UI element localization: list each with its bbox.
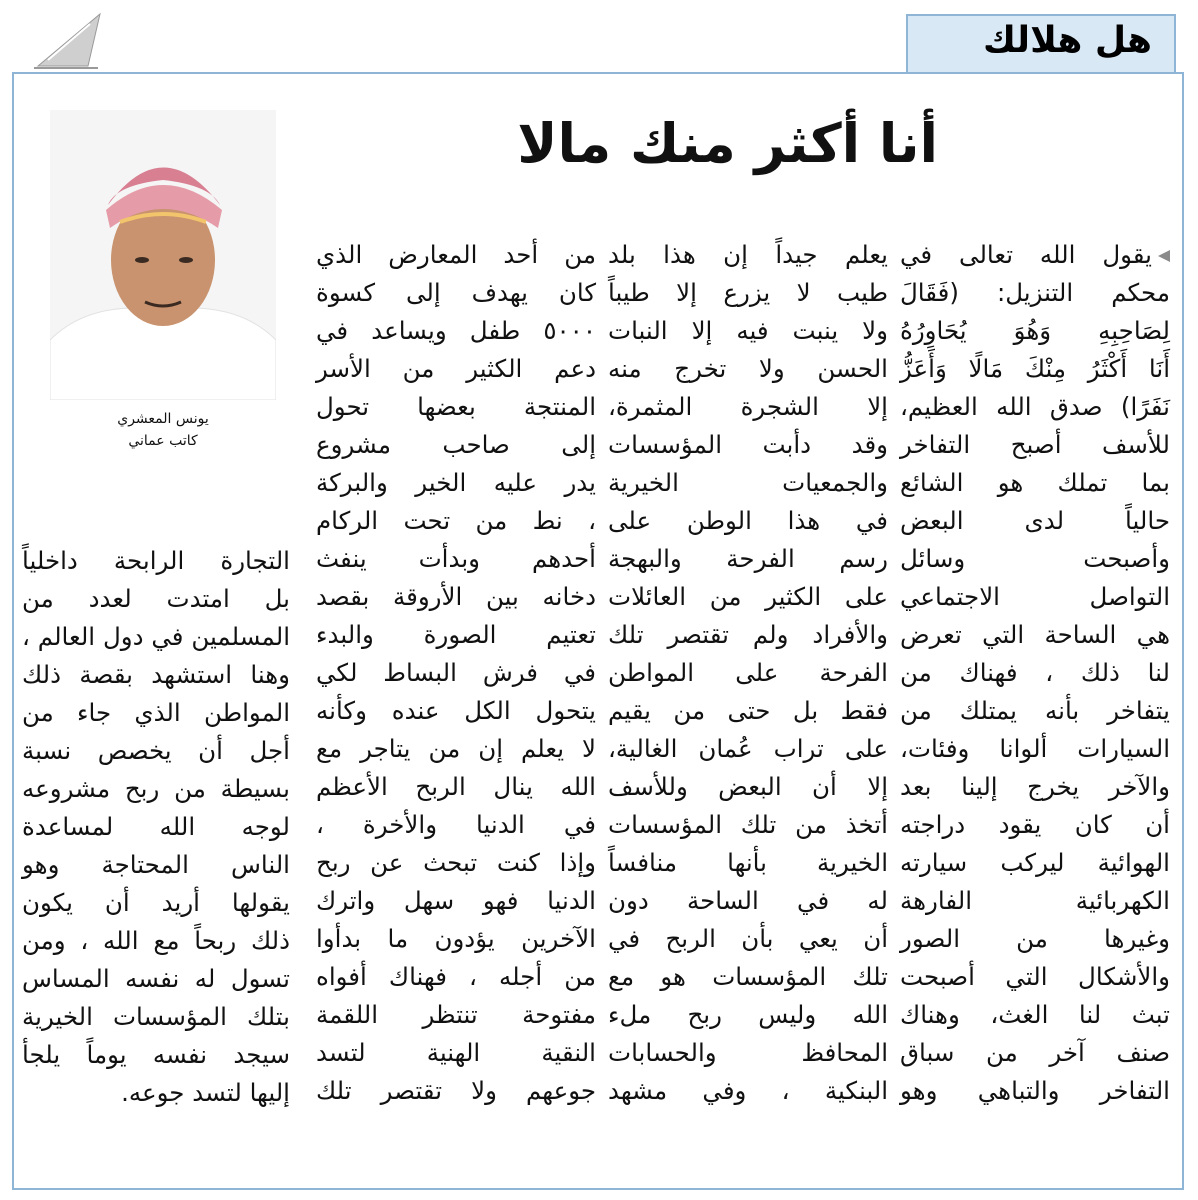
author-photo [50, 110, 276, 400]
text-line: يعلم جيداً إن هذا بلد [608, 240, 888, 269]
text-line: طيب لا يزرع إلا طيباً [608, 278, 888, 307]
text-line: من أجله ، فهناك أفواه [316, 962, 596, 991]
text-line: التجارة الرابحة داخلياً [22, 546, 290, 575]
text-line: يدر عليه الخير والبركة [316, 468, 596, 497]
text-line: الدنيا فهو سهل واترك [316, 886, 596, 915]
text-line: أن يعي بأن الربح في [608, 924, 888, 953]
text-line: المنتجة بعضها تحول [316, 392, 596, 421]
text-line: سيجد نفسه يوماً يلجأ [22, 1040, 290, 1069]
text-line: بسيطة من ربح مشروعه [22, 774, 290, 803]
text-line: الحسن ولا تخرج منه [608, 354, 888, 383]
text-line: دعم الكثير من الأسر [316, 354, 596, 383]
text-column-4 [22, 542, 290, 1112]
text-line: نَفَرًا) صدق الله العظيم، [900, 392, 1170, 421]
text-line: الخيرية بأنها منافساً [608, 848, 888, 877]
text-line: أجل أن يخصص نسبة [22, 736, 290, 765]
text-line: الفرحة على المواطن [608, 658, 888, 687]
text-line: في الدنيا والأخرة ، [316, 810, 596, 839]
text-column-2 [608, 236, 888, 1110]
text-line: والأشكال التي أصبحت [900, 962, 1170, 991]
text-line: البنكية ، وفي مشهد [608, 1076, 888, 1105]
text-line: أحدهم وبدأت ينفث [316, 544, 596, 573]
text-line: حالياً لدى البعض [900, 506, 1170, 535]
text-line: أتخذ من تلك المؤسسات [608, 810, 888, 839]
text-line: وقد دأبت المؤسسات [608, 430, 888, 459]
text-line: رسم الفرحة والبهجة [608, 544, 888, 573]
text-line: أن كان يقود دراجته [900, 810, 1170, 839]
text-line: بما تملك هو الشائع [900, 468, 1170, 497]
text-line: الناس المحتاجة وهو [22, 850, 290, 879]
text-line: ٥٠٠٠ طفل ويساعد في [316, 316, 596, 345]
text-line: لا يعلم إن من يتاجر مع [316, 734, 596, 763]
column-name-tab [906, 14, 1176, 72]
paragraph-start-icon [1158, 250, 1170, 262]
text-line: إلا أن البعض وللأسف [608, 772, 888, 801]
text-line: وغيرها من الصور [900, 924, 1170, 953]
text-line: على الكثير من العائلات [608, 582, 888, 611]
text-line: في هذا الوطن على [608, 506, 888, 535]
text-line: والأفراد ولم تقتصر تلك [608, 620, 888, 649]
text-line: ولا ينبت فيه إلا النبات [608, 316, 888, 345]
text-line: لِصَاحِبِهِ وَهُوَ يُحَاوِرُهُ [900, 316, 1170, 345]
author-role: كاتب عماني [128, 433, 198, 449]
text-line: من أحد المعارض الذي [316, 240, 596, 269]
text-line: مفتوحة تنتظر اللقمة [316, 1000, 596, 1029]
text-line: بتلك المؤسسات الخيرية [22, 1002, 290, 1031]
text-line: الله ينال الربح الأعظم [316, 772, 596, 801]
author-caption [50, 408, 276, 452]
text-line: والآخر يخرج إلينا بعد [900, 772, 1170, 801]
text-line: المحافظ والحسابات [608, 1038, 888, 1067]
text-line: إلا الشجرة المثمرة، [608, 392, 888, 421]
text-line: بل امتدت لعدد من [22, 584, 290, 613]
text-line: تسول له نفسه المساس [22, 964, 290, 993]
text-line: الآخرين يؤدون ما بدأوا [316, 924, 596, 953]
text-line: يتحول الكل عنده وكأنه [316, 696, 596, 725]
text-line: في فرش البساط لكي [316, 658, 596, 687]
text-line: أَنَا أَكْثَرُ مِنْكَ مَالًا وَأَعَزُّ [900, 354, 1170, 383]
text-line: على تراب عُمان الغالية، [608, 734, 888, 763]
text-line: هي الساحة التي تعرض [900, 620, 1170, 649]
author-name: يونس المعشري [117, 411, 209, 427]
text-line: ذلك ربحاً مع الله ، ومن [22, 926, 290, 955]
text-line: يقولها أريد أن يكون [22, 888, 290, 917]
text-line: الله وليس ربح ملء [608, 1000, 888, 1029]
text-line: للأسف أصبح التفاخر [900, 430, 1170, 459]
text-line: ، نط من تحت الركام [316, 506, 596, 535]
text-line: إليها لتسد جوعه. [121, 1078, 290, 1107]
article-title: أنا أكثر منك مالا [517, 112, 938, 175]
text-line: التواصل الاجتماعي [900, 582, 1170, 611]
text-line: المسلمين في دول العالم ، [22, 622, 290, 651]
text-line: تعتيم الصورة والبدء [316, 620, 596, 649]
text-line: كان يهدف إلى كسوة [316, 278, 596, 307]
text-line: فقط بل حتى من يقيم [608, 696, 888, 725]
text-line: وهنا استشهد بقصة ذلك [22, 660, 290, 689]
text-line: جوعهم ولا تقتصر تلك [316, 1076, 596, 1105]
text-column-1 [900, 236, 1170, 1110]
text-line: يتفاخر بأنه يمتلك من [900, 696, 1170, 725]
text-line: التفاخر والتباهي وهو [900, 1076, 1170, 1105]
column-name: هل هلالك [983, 20, 1152, 61]
text-line: صنف آخر من سباق [900, 1038, 1170, 1067]
text-line: محكم التنزيل: (فَقَالَ [900, 278, 1170, 307]
text-line: تبث لنا الغث، وهناك [900, 1000, 1170, 1029]
text-line: النقية الهنية لتسد [316, 1038, 596, 1067]
text-line: الكهربائية الفارهة [900, 886, 1170, 915]
text-line: لنا ذلك ، فهناك من [900, 658, 1170, 687]
text-column-3 [316, 236, 596, 1110]
text-line: دخانه بين الأروقة بقصد [316, 582, 596, 611]
text-line: إلى صاحب مشروع [316, 430, 596, 459]
text-line: السيارات ألوانا وفئات، [900, 734, 1170, 763]
text-line: وإذا كنت تبحث عن ربح [316, 848, 596, 877]
text-line: والجمعيات الخيرية [608, 468, 888, 497]
text-line: تلك المؤسسات هو مع [608, 962, 888, 991]
sail-logo-icon [28, 10, 108, 72]
text-line: يقول الله تعالى في [900, 236, 1170, 274]
text-line: وأصبحت وسائل [900, 544, 1170, 573]
text-line: له في الساحة دون [608, 886, 888, 915]
text-line: الهوائية ليركب سيارته [900, 848, 1170, 877]
text-line: لوجه الله لمساعدة [22, 812, 290, 841]
text-line: المواطن الذي جاء من [22, 698, 290, 727]
